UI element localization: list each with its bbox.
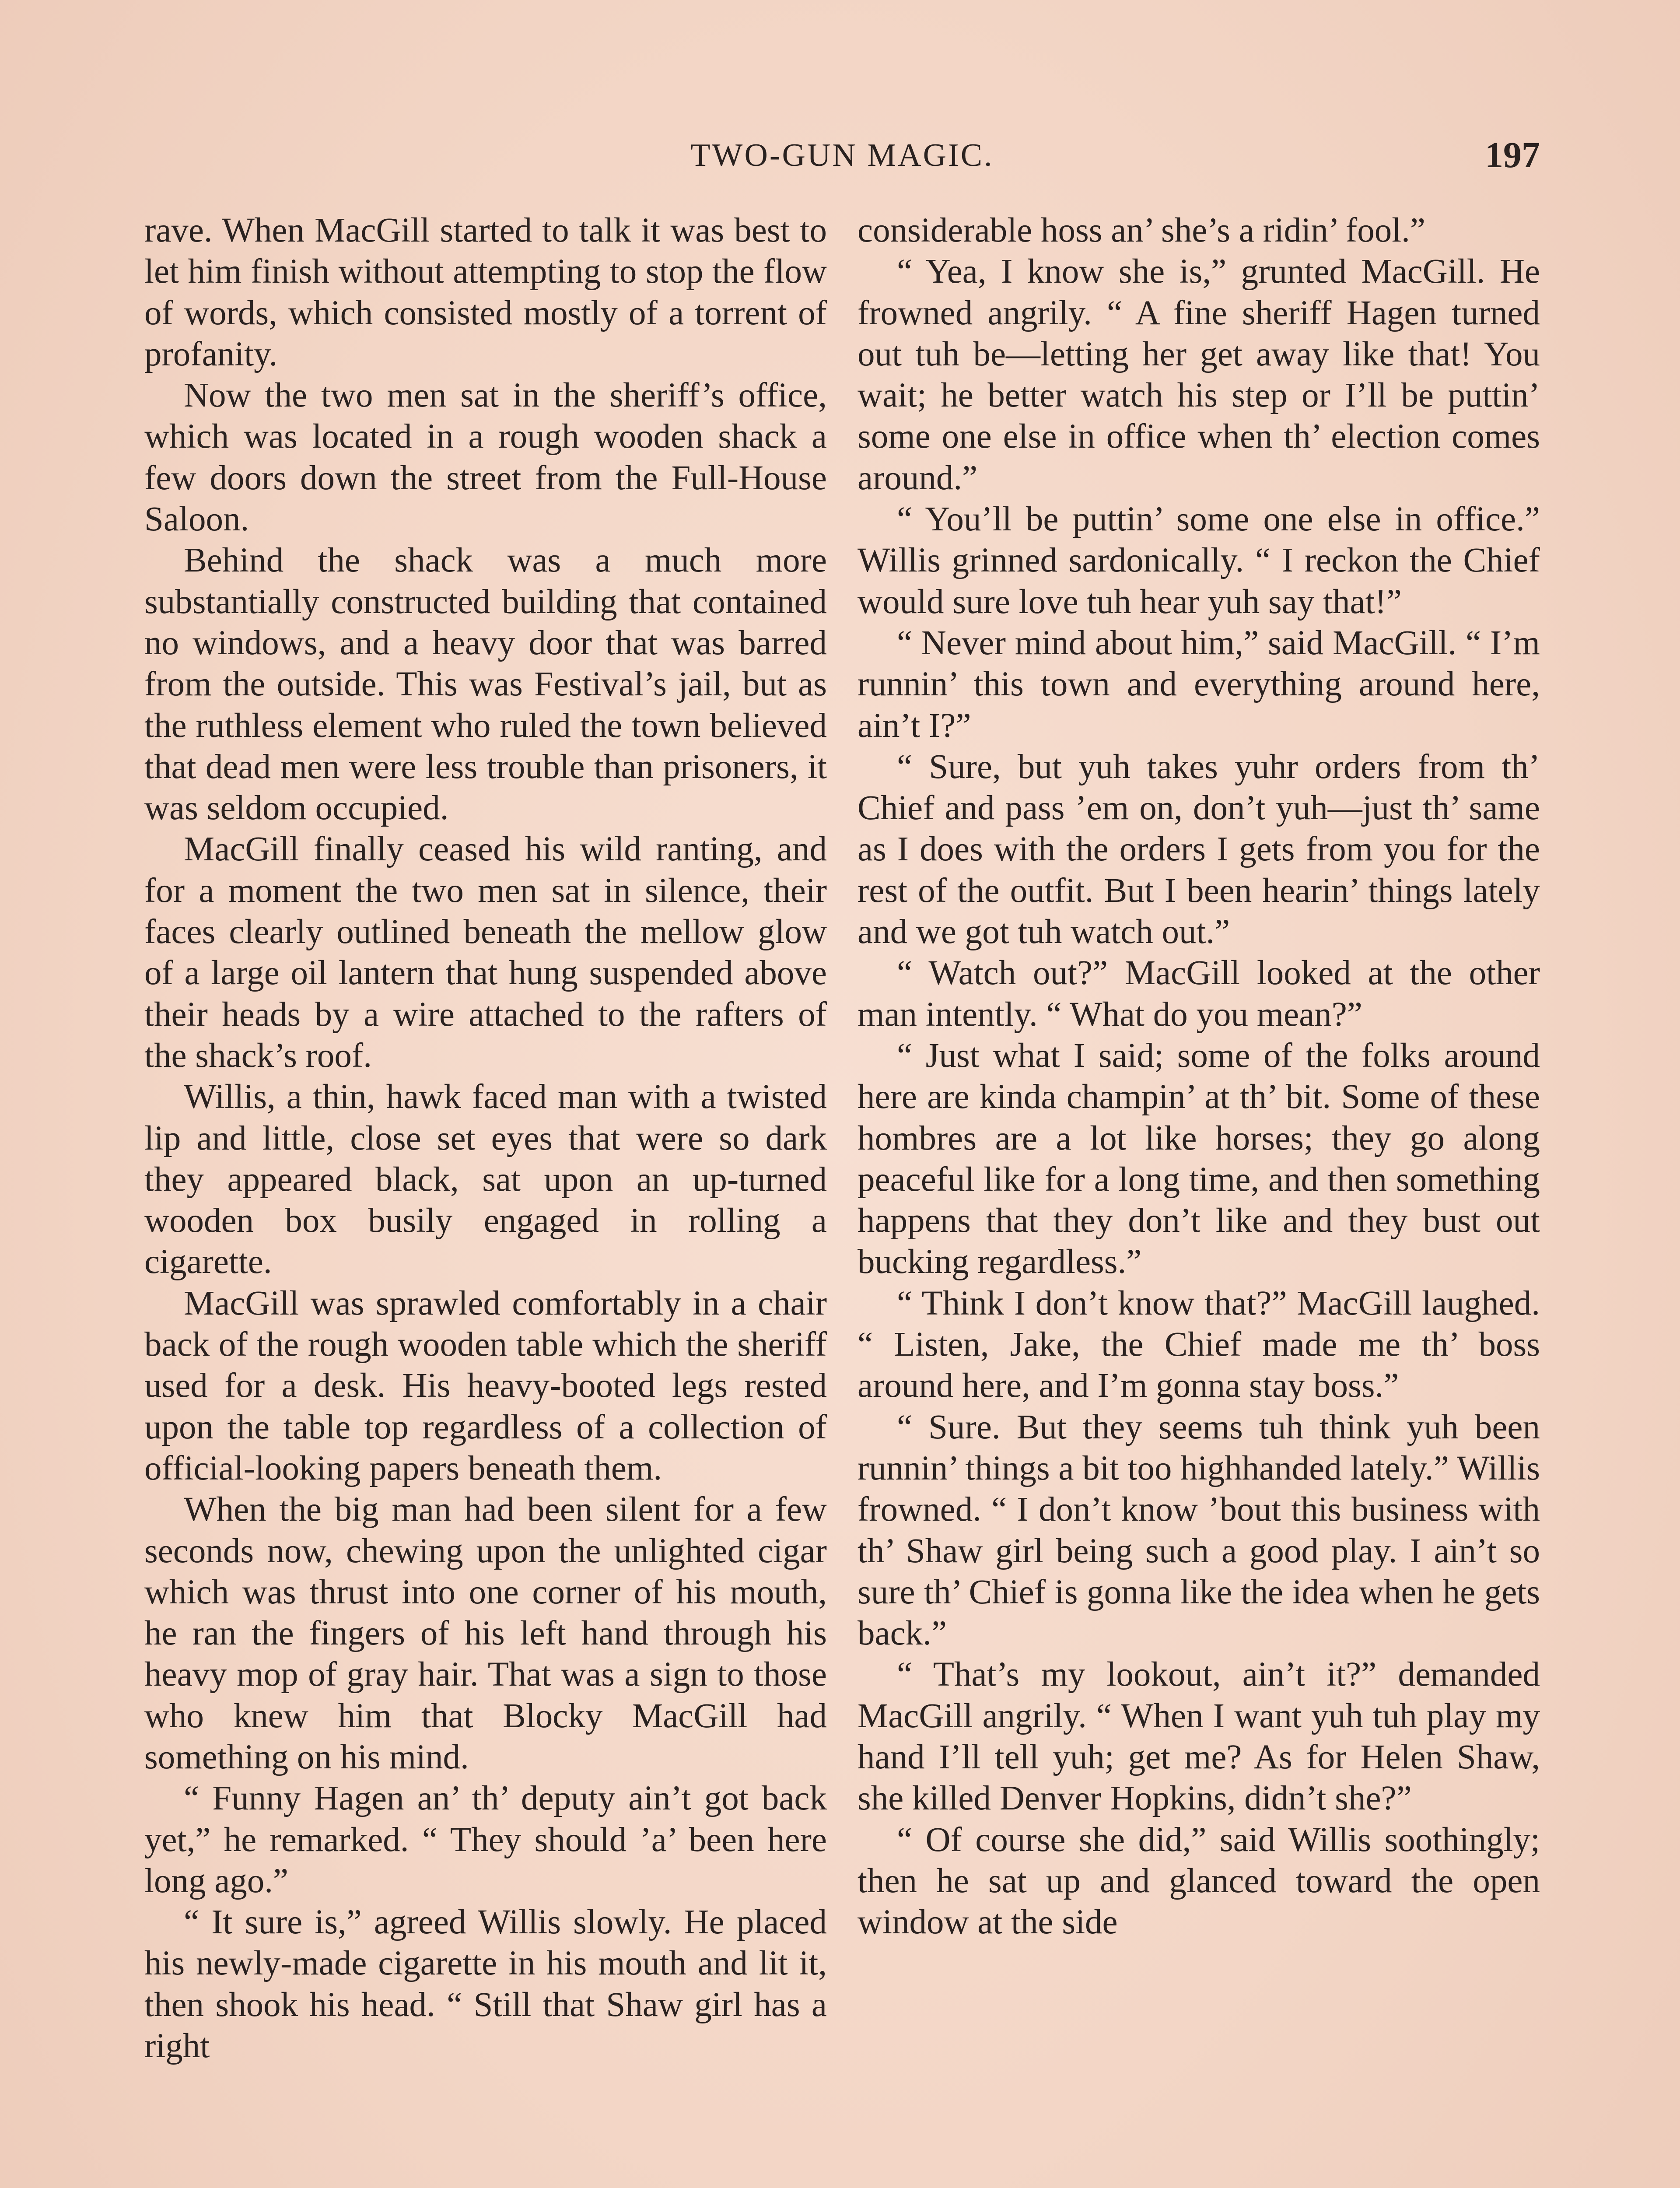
page-number: 197 (1485, 135, 1540, 175)
paragraph: considerable hoss an’ she’s a ridin’ fool.” (858, 211, 1425, 249)
paragraph: When the big man had been silent for a few seconds now, chewing upon the unlighted cigar which was thrust into one corner of his mouth, he ran the fingers of his left hand through his heavy mop of gray hair. That was a sign to those who knew him that Blocky MacGill had something on his mind. (144, 1490, 827, 1776)
paragraph: “ That’s my lookout, ain’t it?” demanded MacGill angrily. “ When I want yuh tuh play my hand I’ll tell yuh; get me? As for Helen Shaw, she killed Denver Hopkins, didn’t she?” (858, 1655, 1540, 1818)
paragraph: “ Sure. But they seems tuh think yuh been runnin’ things a bit too highhanded lately.” Willis frowned. “ I don’t know ’bout this business with th’ Shaw girl being such a good play. I ain’t so sure th’ Chief is gonna like the idea when he gets back.” (858, 1408, 1540, 1653)
paragraph: “ Watch out?” MacGill looked at the other man intently. “ What do you mean?” (858, 954, 1540, 1034)
paragraph: “ Sure, but yuh takes yuhr orders from th’ Chief and pass ’em on, don’t yuh—just th’ same as I does with the orders I gets from you for the rest of the outfit. But I been hearin’ things lately and we got tuh watch out.” (858, 747, 1540, 951)
paragraph: “ It sure is,” agreed Willis slowly. He placed his newly-made cigarette in his mouth and lit it, then shook his head. “ Still that Shaw girl has a right (144, 1903, 827, 2065)
right-column (858, 210, 1540, 1943)
paragraph: Willis, a thin, hawk faced man with a twisted lip and little, close set eyes that were so dark they appeared black, sat upon an up-turned wooden box busily engaged in rolling a cigarette. (144, 1078, 827, 1281)
paragraph: “ You’ll be puttin’ some one else in office.” Willis grinned sardonically. “ I reckon the Chief would sure love tuh hear yuh say that!” (858, 500, 1540, 621)
running-head (144, 131, 1540, 179)
paragraph: “ Just what I said; some of the folks around here are kinda champin’ at th’ bit. Some of these hombres are a lot like horses; they go along peaceful like for a long time, and then something happens that they don’t like and they bust out bucking regardless.” (858, 1036, 1540, 1281)
paragraph: “ Of course she did,” said Willis soothingly; then he sat up and glanced toward the open window at the side (858, 1820, 1540, 1942)
running-title: TWO-GUN MAGIC. (690, 137, 994, 173)
paragraph: MacGill was sprawled comfortably in a chair back of the rough wooden table which the sheriff used for a desk. His heavy-booted legs rested upon the table top regardless of a collection of official-looking papers beneath them. (144, 1284, 827, 1487)
paragraph: Now the two men sat in the sheriff’s office, which was located in a rough wooden shack a few doors down the street from the Full-House Saloon. (144, 376, 827, 539)
paragraph: “ Funny Hagen an’ th’ deputy ain’t got back yet,” he remarked. “ They should ’a’ been here long ago.” (144, 1779, 827, 1900)
paragraph: Behind the shack was a much more substantially constructed building that contained no windows, and a heavy door that was barred from the outside. This was Festival’s jail, but as the ruthless element who ruled the town believed that dead men were less trouble than prisoners, it was seldom occupied. (144, 541, 827, 828)
paragraph: “ Think I don’t know that?” MacGill laughed. “ Listen, Jake, the Chief made me th’ boss around here, and I’m gonna stay boss.” (858, 1284, 1540, 1405)
paragraph: rave. When MacGill started to talk it was best to let him finish without attempting to stop the flow of words, which consisted mostly of a torrent of profanity. (144, 211, 827, 373)
paragraph: MacGill finally ceased his wild ranting, and for a moment the two men sat in silence, their faces clearly outlined beneath the mellow glow of a large oil lantern that hung suspended above their heads by a wire attached to the rafters of the shack’s roof. (144, 830, 827, 1075)
paragraph: “ Yea, I know she is,” grunted MacGill. He frowned angrily. “ A fine sheriff Hagen turned out tuh be—letting her get away like that! You wait; he better watch his step or I’ll be puttin’ some one else in office when th’ election comes around.” (858, 252, 1540, 497)
left-column (144, 210, 827, 2067)
paragraph: “ Never mind about him,” said MacGill. “ I’m runnin’ this town and everything around here, ain’t I?” (858, 624, 1540, 745)
